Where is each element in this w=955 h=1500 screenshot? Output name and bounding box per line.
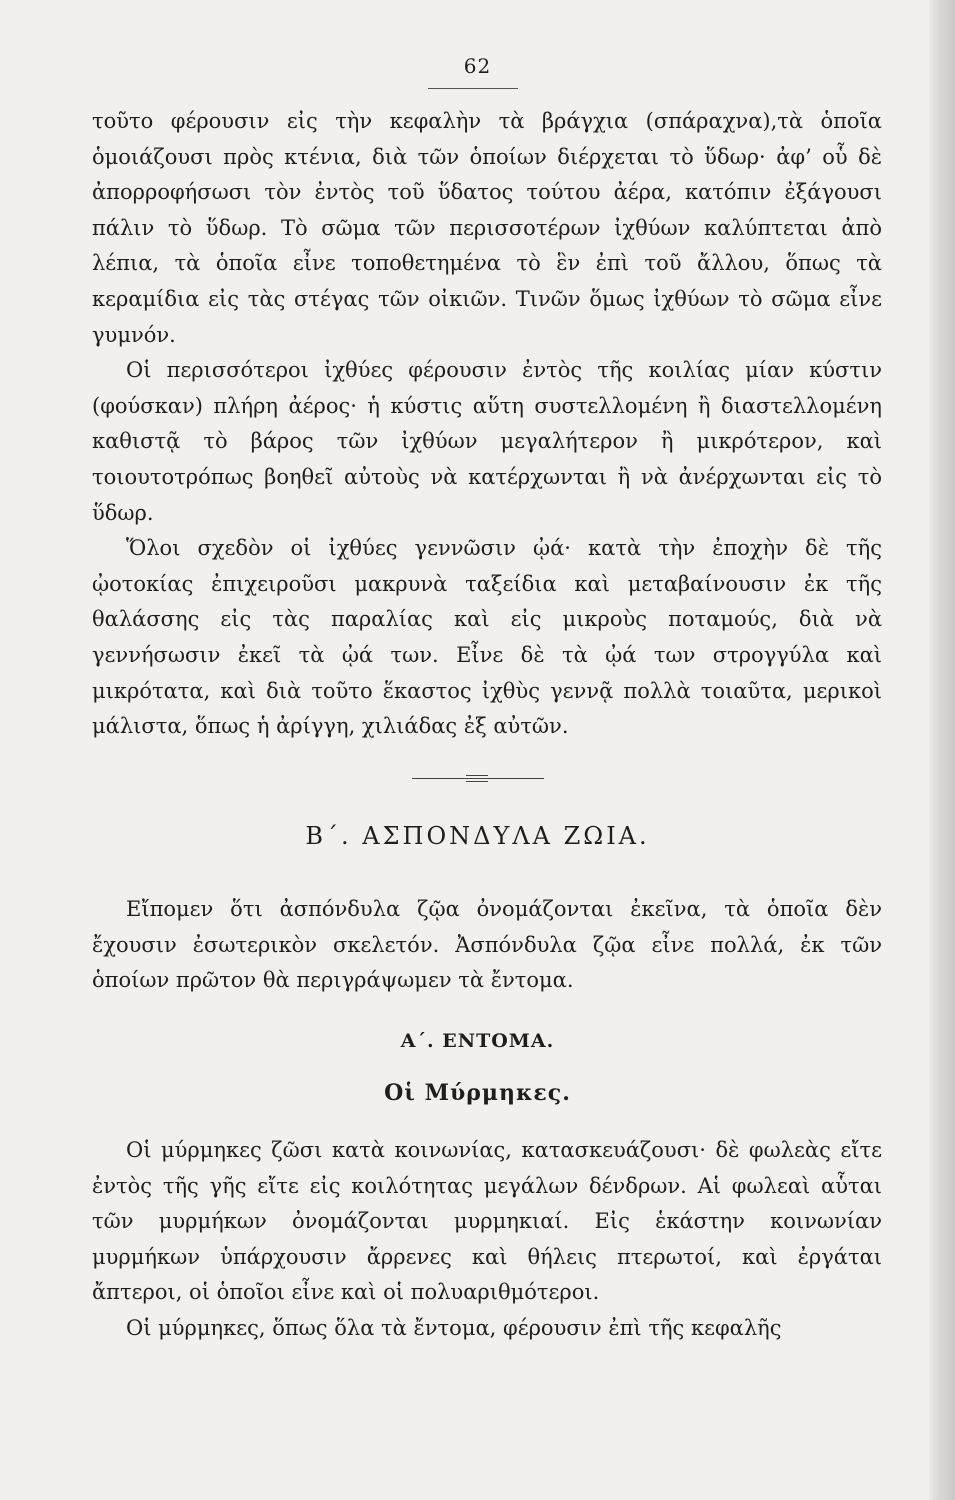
- binding-edge: [929, 0, 955, 1500]
- ants-section-text: [92, 1133, 882, 1347]
- fish-section-text: [92, 104, 882, 745]
- section-divider: [412, 772, 544, 786]
- heading-ants: Οἱ Μύρμηκες.: [384, 1080, 571, 1106]
- page-number-rule: [428, 88, 518, 89]
- paragraph-gills-scales: τοῦτο φέρουσιν εἰς τὴν κεφαλὴν τὰ βράγχια (σπάραχνα),τὰ ὁποῖα ὁμοιάζουσι πρὸς κτένια, διὰ τῶν ὁποίων διέρχεται τὸ ὕδωρ· ἀφ’ οὗ δὲ ἀπορροφήσωσι τὸν ἐντὸς τοῦ ὕδατος τούτου ἀέρα, κατόπιν ἐξάγουσι πάλιν τὸ ὕδωρ. Τὸ σῶμα τῶν περισσοτέρων ἰχθύων καλύπτεται ἀπὸ λέπια, τὰ ὁποῖα εἶνε τοποθετημένα τὸ ἓν ἐπὶ τοῦ ἄλλου, ὅπως τὰ κεραμίδια εἰς τὰς στέγας τῶν οἰκιῶν. Τινῶν ὅμως ἰχθύων τὸ σῶμα εἶνε γυμνόν.: [92, 109, 882, 347]
- paragraph-invertebrates: Εἴπομεν ὅτι ἀσπόνδυλα ζῷα ὀνομάζονται ἐκεῖνα, τὰ ὁποῖα δὲν ἔχουσιν ἐσωτερικὸν σκελετόν. Ἀσπόνδυλα ζῷα εἶνε πολλά, ἐκ τῶν ὁποίων πρῶτον θὰ περιγράψωμεν τὰ ἔντομα.: [92, 897, 882, 993]
- heading-insects: Α΄. ΕΝΤΟΜΑ.: [400, 1030, 555, 1052]
- invertebrates-intro-text: [92, 892, 882, 999]
- heading-invertebrates: Β΄. ΑΣΠΟΝΔΥΛΑ ΖΩΙΑ.: [305, 822, 650, 850]
- paragraph-swim-bladder: Οἱ περισσότεροι ἰχθύες φέρουσιν ἐντὸς τῆς κοιλίας μίαν κύστιν (φούσκαν) πλήρη ἀέρος· ἡ κύστις αὕτη συστελλομένη ἢ διαστελλομένη καθιστᾷ τὸ βάρος τῶν ἰχθύων μεγαλήτερον ἢ μικρότερον, καὶ τοιουτοτρόπως βοηθεῖ αὐτοὺς νὰ κατέρχωνται ἢ νὰ ἀνέρχωνται εἰς τὸ ὕδωρ.: [92, 358, 882, 525]
- paragraph-ant-colonies: Οἱ μύρμηκες ζῶσι κατὰ κοινωνίας, κατασκευάζουσι· δὲ φωλεὰς εἴτε ἐντὸς τῆς γῆς εἴτε εἰς κοιλότητας μεγάλων δένδρων. Αἱ φωλεαὶ αὗται τῶν μυρμήκων ὀνομάζονται μυρμηκιαί. Εἰς ἑκάστην κοινωνίαν μυρμήκων ὑπάρχουσιν ἄρρενες καὶ θήλεις πτερωτοί, καὶ ἐργάται ἄπτεροι, οἱ ὁποῖοι εἶνε καὶ οἱ πολυαριθμότεροι.: [92, 1138, 882, 1305]
- paragraph-ant-anatomy: Οἱ μύρμηκες, ὅπως ὅλα τὰ ἔντομα, φέρουσιν ἐπὶ τῆς κεφαλῆς: [126, 1315, 782, 1340]
- page-number: 62: [463, 54, 492, 78]
- paragraph-spawning: Ὅλοι σχεδὸν οἱ ἰχθύες γεννῶσιν ᾠά· κατὰ τὴν ἐποχὴν δὲ τῆς ᾠοτοκίας ἐπιχειροῦσι μακρυνὰ ταξείδια καὶ μεταβαίνουσιν ἐκ τῆς θαλάσσης εἰς τὰς παραλίας καὶ εἰς μικροὺς ποταμούς, διὰ νὰ γεννήσωσιν ἐκεῖ τὰ ᾠά των. Εἶνε δὲ τὰ ᾠά των στρογγύλα καὶ μικρότατα, καὶ διὰ τοῦτο ἕκαστος ἰχθὺς γεννᾷ πολλὰ τοιαῦτα, μερικοὶ μάλιστα, ὅπως ἡ ἀρίγγη, χιλιάδας ἐξ αὐτῶν.: [92, 536, 882, 739]
